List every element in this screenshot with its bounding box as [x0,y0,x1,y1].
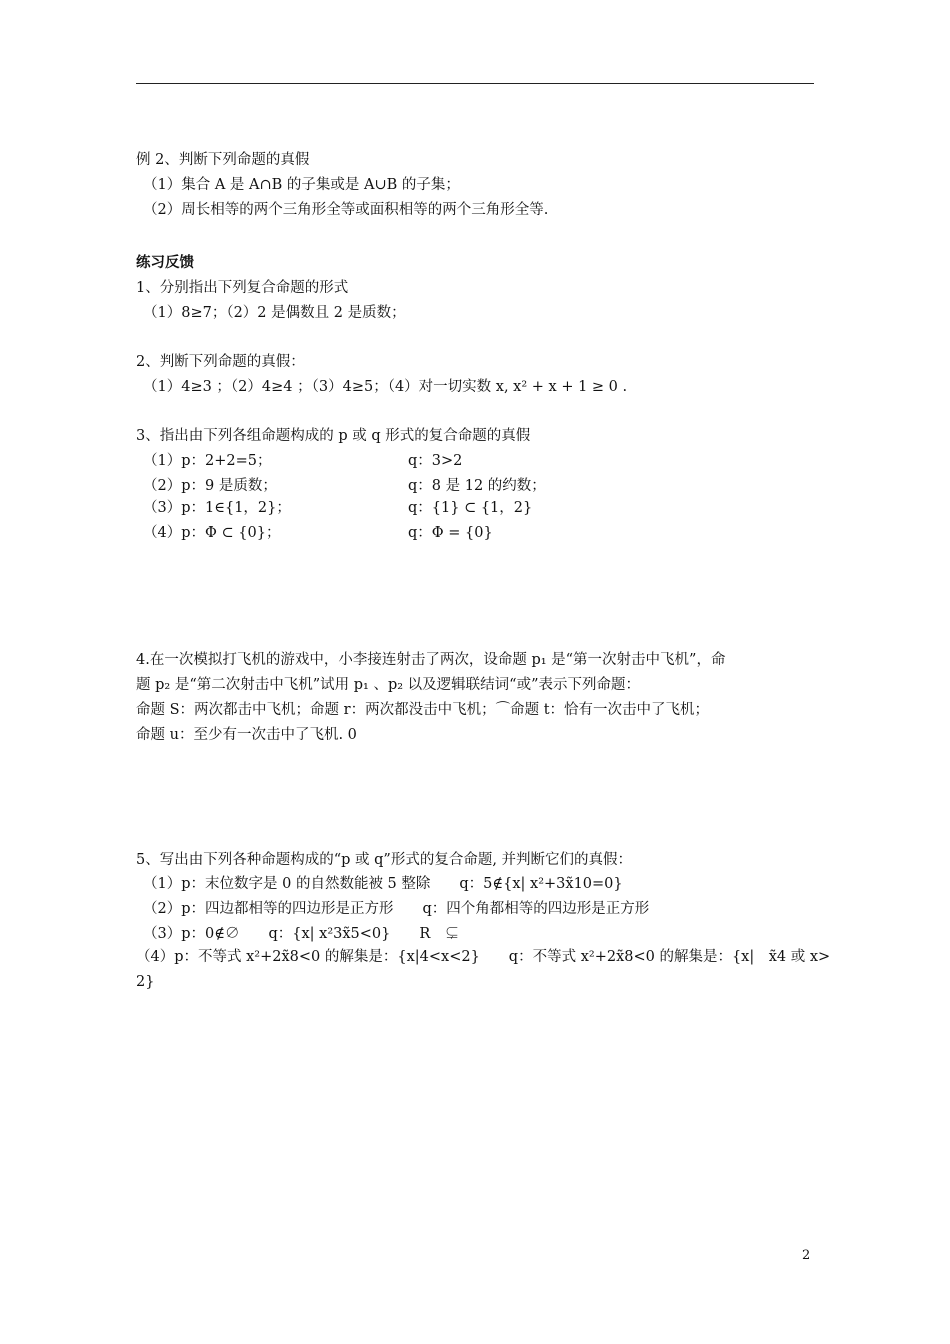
q4-line-1: 4.在一次模拟打飞机的游戏中，小李接连射击了两次，设命题 p₁ 是“第一次射击中飞机”，命 [136,652,726,668]
q3-row-1-q: q：3>2 [408,453,463,469]
q3-row-2-q: q：8 是 12 的约数； [408,478,546,494]
q2-title: 2、判断下列命题的真假： [136,354,305,370]
q1-title: 1、分别指出下列复合命题的形式 [136,280,349,296]
q3-row-3-p: （3）p：1∈{1，2}； [143,500,291,516]
page-number: 2 [802,1248,811,1263]
example2-item-1: （1）集合 A 是 A∩B 的子集或是 A∪B 的子集； [143,177,460,193]
header-rule [136,83,814,84]
q4-line-3: 命题 S：两次都击中飞机；命题 r：两次都没击中飞机；⌒命题 t：恰有一次击中了飞机； [136,702,710,718]
q3-row-2-p: （2）p：9 是质数； [143,478,277,494]
q5-line-3: （3）p：0∉∅ q：{x| x²3x̃5<0} R ⊊ [143,926,460,942]
q3-row-4-q: q：Φ = {0} [408,525,493,541]
q3-title: 3、指出由下列各组命题构成的 p 或 q 形式的复合命题的真假 [136,428,531,444]
q2-items: （1）4≥3 ；（2）4≥4 ；（3）4≥5；（4）对一切实数 x, x² + x + 1 ≥ 0 . [143,379,628,395]
q3-row-3-q: q：{1} ⊂ {1，2} [408,500,533,516]
q5-line-5: 2} [136,974,155,990]
q3-row-1-p: （1）p：2+2=5； [143,453,272,469]
q4-line-2: 题 p₂ 是“第二次射击中飞机”试用 p₁ 、p₂ 以及逻辑联结词“或”表示下列命题： [136,677,640,693]
q5-line-2: （2）p：四边都相等的四边形是正方形 q：四个角都相等的四边形是正方形 [143,901,650,917]
practice-heading: 练习反馈 [136,254,194,271]
q1-items: （1）8≥7；（2）2 是偶数且 2 是质数； [143,305,406,321]
q5-line-4: （4）p：不等式 x²+2x̃8<0 的解集是：{x|4<x<2} q：不等式 x²+2x̃8<0 的解集是：{x| x̃4 或 x> [136,949,831,965]
example2-item-2: （2）周长相等的两个三角形全等或面积相等的两个三角形全等. [143,202,549,218]
example2-title: 例 2、判断下列命题的真假 [136,152,310,168]
q5-title: 5、写出由下列各种命题构成的“p 或 q”形式的复合命题, 并判断它们的真假： [136,852,633,868]
q3-row-4-p: （4）p：Φ ⊂ {0}； [143,525,281,541]
q5-line-1: （1）p：末位数字是 0 的自然数能被 5 整除 q：5∉{x| x²+3x̃10=0} [143,876,623,892]
q4-line-4: 命题 u：至少有一次击中了飞机. 0 [136,727,357,743]
